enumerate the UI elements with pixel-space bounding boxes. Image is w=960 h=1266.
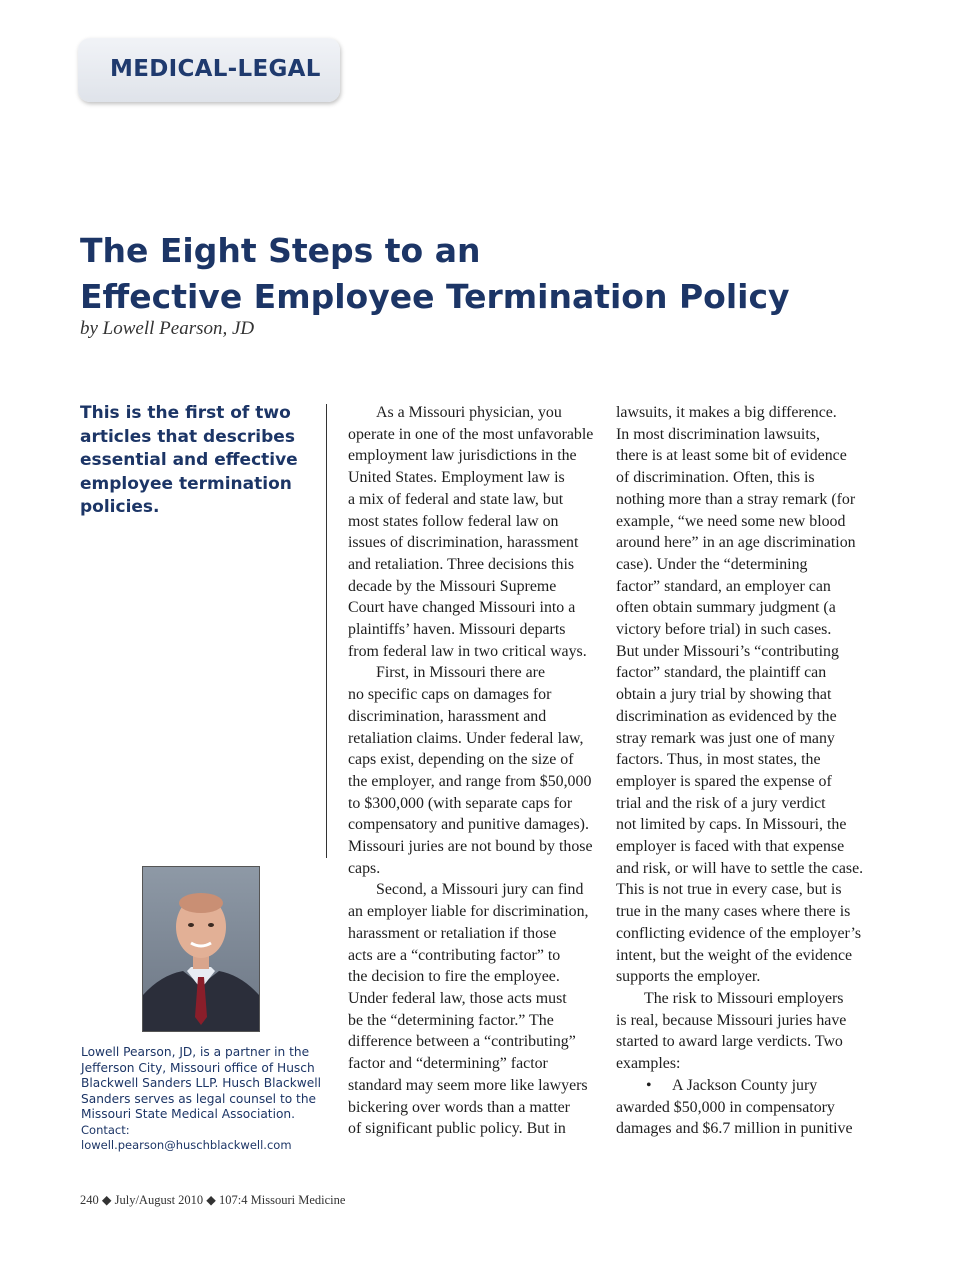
byline: by Lowell Pearson, JD: [80, 318, 255, 339]
title-line-2: Effective Employee Termination Policy: [80, 277, 790, 316]
paragraph: [348, 402, 610, 662]
author-contact: Contact: lowell.pearson@huschblackwell.com: [81, 1122, 292, 1152]
text-line: stray remark was just one of many: [616, 729, 835, 747]
author-bio: [81, 1045, 321, 1154]
text-line: examples:: [616, 1055, 681, 1073]
text-line: and retaliation. Three decisions this: [348, 555, 575, 573]
text-line: employer is spared the expense of: [616, 772, 832, 790]
text-line: obtain a jury trial by showing that: [616, 686, 832, 704]
text-line: bickering over words than a matter: [348, 1098, 570, 1116]
paragraph: [348, 879, 610, 1139]
author-photo: [142, 866, 260, 1032]
text-line: conflicting evidence of the employer’s: [616, 924, 862, 942]
text-line: discrimination, harassment and: [348, 707, 547, 725]
text-line: caps exist, depending on the size of: [348, 751, 574, 769]
text-line: difference between a “contributing”: [348, 1033, 576, 1051]
paragraph: [616, 402, 876, 988]
text-line: retaliation claims. Under federal law,: [348, 729, 584, 747]
text-line: factor and “determining” factor: [348, 1055, 548, 1073]
text-line: factor” standard, an employer can: [616, 577, 831, 595]
text-line: be the “determining factor.” The: [348, 1011, 554, 1029]
page-footer: 240 ◆ July/August 2010 ◆ 107:4 Missouri Medicine: [80, 1193, 346, 1207]
bullet-icon: •: [646, 1076, 652, 1094]
paragraph: [348, 662, 610, 879]
text-line: is real, because Missouri juries have: [616, 1011, 847, 1029]
text-line: factor” standard, the plaintiff can: [616, 664, 827, 682]
article-title: [80, 228, 790, 320]
text-line: intent, but the weight of the evidence: [616, 946, 853, 964]
text-line: a mix of federal and state law, but: [348, 490, 564, 508]
text-line: United States. Employment law is: [348, 469, 565, 487]
text-line: First, in Missouri there are: [376, 664, 546, 682]
text-line: The risk to Missouri employers: [644, 989, 844, 1007]
text-line: there is at least some bit of evidence: [616, 447, 847, 465]
text-line: issues of discrimination, harassment: [348, 534, 579, 552]
title-line-1: The Eight Steps to an: [80, 231, 481, 270]
text-line: Missouri juries are not bound by those: [348, 838, 593, 856]
text-line: In most discrimination lawsuits,: [616, 425, 820, 443]
body-column-2: [616, 402, 876, 1140]
text-line: and risk, or will have to settle the case.: [616, 859, 864, 877]
text-line: awarded $50,000 in compensatory: [616, 1098, 835, 1116]
text-line: A Jackson County jury: [672, 1076, 818, 1094]
text-line: Court have changed Missouri into a: [348, 599, 576, 617]
text-line: harassment or retaliation if those: [348, 924, 557, 942]
text-line: true in the many cases where there is: [616, 903, 851, 921]
text-line: employment law jurisdictions in the: [348, 447, 577, 465]
text-line: lawsuits, it makes a big difference.: [616, 404, 837, 421]
text-line: As a Missouri physician, you: [376, 404, 562, 421]
text-line: Second, a Missouri jury can find: [376, 881, 584, 899]
author-portrait-icon: [143, 867, 259, 1031]
text-line: trial and the risk of a jury verdict: [616, 794, 826, 812]
text-line: the employer, and range from $50,000: [348, 772, 592, 790]
text-line: example, “we need some new blood: [616, 512, 846, 530]
text-line: of significant public policy. But in: [348, 1120, 566, 1138]
text-line: started to award large verdicts. Two: [616, 1033, 843, 1051]
section-tab-label: MEDICAL-LEGAL: [110, 56, 321, 82]
text-line: caps.: [348, 859, 381, 877]
text-line: nothing more than a stray remark (for: [616, 490, 856, 508]
text-line: This is not true in every case, but is: [616, 881, 842, 899]
text-line: most states follow federal law on: [348, 512, 559, 530]
bullet-item: [616, 1075, 876, 1140]
text-line: the decision to fire the employee.: [348, 968, 560, 986]
text-line: operate in one of the most unfavorable: [348, 425, 594, 443]
text-line: an employer liable for discrimination,: [348, 903, 589, 921]
bullet-line: [616, 1077, 817, 1094]
text-line: case). Under the “determining: [616, 555, 808, 573]
text-line: supports the employer.: [616, 968, 761, 986]
text-line: employer is faced with that expense: [616, 838, 845, 856]
text-line: acts are a “contributing factor” to: [348, 946, 561, 964]
column-divider: [326, 404, 327, 858]
text-line: decade by the Missouri Supreme: [348, 577, 557, 595]
text-line: standard may seem more like lawyers: [348, 1076, 588, 1094]
text-line: damages and $6.7 million in punitive: [616, 1120, 853, 1138]
author-bio-text: Lowell Pearson, JD, is a partner in the Jefferson City, Missouri office of Husch Blackwell Sanders LLP. Husch Blackwell Sanders serves as legal counsel to the Missouri State Medical Association.: [81, 1045, 322, 1121]
text-line: But under Missouri’s “contributing: [616, 642, 839, 660]
text-line: victory before trial) in such cases.: [616, 621, 832, 639]
text-line: discrimination as evidenced by the: [616, 707, 837, 725]
body-column-1: [348, 402, 610, 1140]
text-line: Under federal law, those acts must: [348, 989, 567, 1007]
text-line: from federal law in two critical ways.: [348, 642, 587, 660]
text-line: compensatory and punitive damages).: [348, 816, 589, 834]
text-line: plaintiffs’ haven. Missouri departs: [348, 621, 566, 639]
text-line: often obtain summary judgment (a: [616, 599, 836, 617]
paragraph: [616, 988, 876, 1075]
text-line: of discrimination. Often, this is: [616, 469, 815, 487]
text-line: around here” in an age discrimination: [616, 534, 856, 552]
deck-summary: This is the first of two articles that describes essential and effective employee termination policies.: [80, 403, 298, 517]
text-line: to $300,000 (with separate caps for: [348, 794, 573, 812]
section-tab: [78, 38, 340, 102]
text-line: not limited by caps. In Missouri, the: [616, 816, 847, 834]
text-line: factors. Thus, in most states, the: [616, 751, 821, 769]
text-line: no specific caps on damages for: [348, 686, 552, 704]
